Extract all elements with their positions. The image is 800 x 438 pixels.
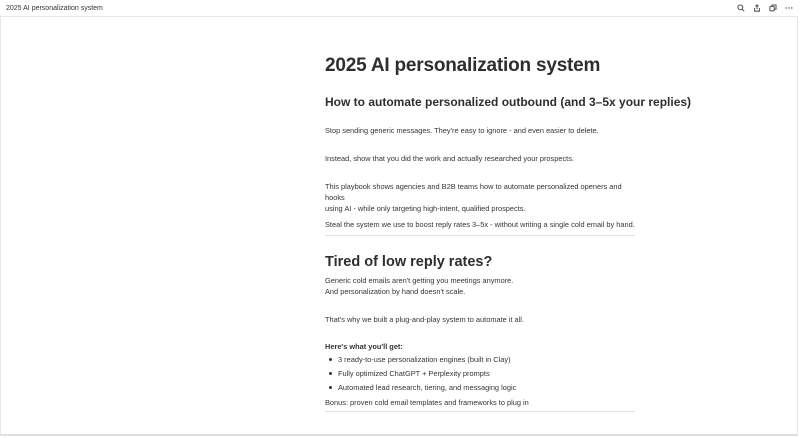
divider (325, 235, 635, 236)
toolbar-actions (736, 3, 794, 13)
list-item: Automated lead research, tiering, and messaging logic (325, 382, 635, 396)
list-item: Fully optimized ChatGPT + Perplexity prompts (325, 368, 635, 382)
subtitle-heading: How to automate personalized outbound (and 3–5x your replies) (325, 95, 692, 109)
list-item: 3 ready-to-use personalization engines (built in Clay) (325, 354, 635, 368)
paragraph-cold-line2: And personalization by hand doesn't scale. (325, 287, 466, 296)
share-icon[interactable] (752, 3, 762, 13)
paragraph-generic-cold-emails (325, 275, 635, 297)
benefits-list (325, 354, 635, 396)
search-icon[interactable] (736, 3, 746, 13)
page-title: 2025 AI personalization system (325, 55, 601, 76)
more-icon[interactable] (784, 3, 794, 13)
section-heading-low-reply: Tired of low reply rates? (325, 254, 493, 270)
paragraph-research: Instead, show that you did the work and actually researched your prospects. (325, 154, 574, 163)
paragraph-playbook (325, 181, 635, 214)
divider (325, 411, 635, 412)
window-title: 2025 AI personalization system (6, 4, 103, 12)
paragraph-bonus: Bonus: proven cold email templates and frameworks to plug in (325, 398, 529, 407)
duplicate-icon[interactable] (768, 3, 778, 13)
what-you-get-heading: Here's what you'll get: (325, 342, 403, 351)
paragraph-generic-messages: Stop sending generic messages. They're easy to ignore - and even easier to delete. (325, 126, 599, 135)
top-bar (0, 0, 800, 16)
paragraph-cold-line1: Generic cold emails aren't getting you meetings anymore. (325, 276, 514, 285)
paragraph-playbook-line1: This playbook shows agencies and B2B teams how to automate personalized openers and hooks (325, 182, 622, 202)
paragraph-playbook-line2: using AI - while only targeting high-intent, qualified prospects. (325, 204, 526, 213)
paragraph-steal-system: Steal the system we use to boost reply rates 3–5x - without writing a single cold email by hand. (325, 220, 635, 229)
paragraph-plug-and-play: That's why we built a plug-and-play system to automate it all. (325, 315, 524, 324)
